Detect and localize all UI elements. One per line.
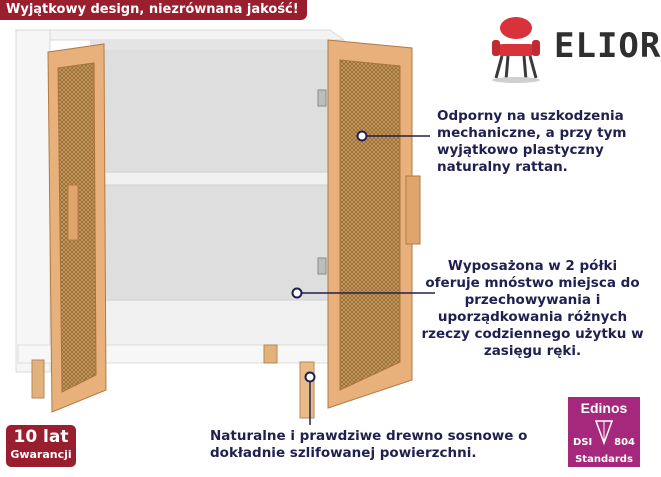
edinos-certificate-badge <box>568 397 640 467</box>
warranty-badge <box>6 425 76 467</box>
brand-name: ELIOR <box>554 26 661 66</box>
callout-shelves: Wyposażona w 2 półki oferuje mnóstwo miejsca do przechowywania i uporządkowania różnych rzeczy codziennego użytku w zasięgu ręki. <box>421 258 644 359</box>
callout-rattan: Odporny na uszkodzenia mechaniczne, a przy tym wyjątkowo plastyczny naturalny rattan. <box>437 108 627 175</box>
brand-logo <box>484 14 661 84</box>
certificate-dsi: DSI <box>573 437 593 448</box>
warranty-label: Gwarancji <box>10 448 72 461</box>
left-door <box>48 44 106 412</box>
certificate-standards: Standards <box>575 454 633 465</box>
callout-pine-wood: Naturalne i prawdziwe drewno sosnowe o dokładnie szlifowanej powierzchni. <box>210 428 528 461</box>
certificate-number: 804 <box>614 437 635 448</box>
warranty-years: 10 lat <box>13 427 69 447</box>
chair-icon <box>484 14 544 84</box>
right-door <box>318 40 420 408</box>
certificate-name: Edinos <box>580 400 628 416</box>
promo-banner: Wyjątkowy design, niezrównana jakość! <box>0 0 307 20</box>
